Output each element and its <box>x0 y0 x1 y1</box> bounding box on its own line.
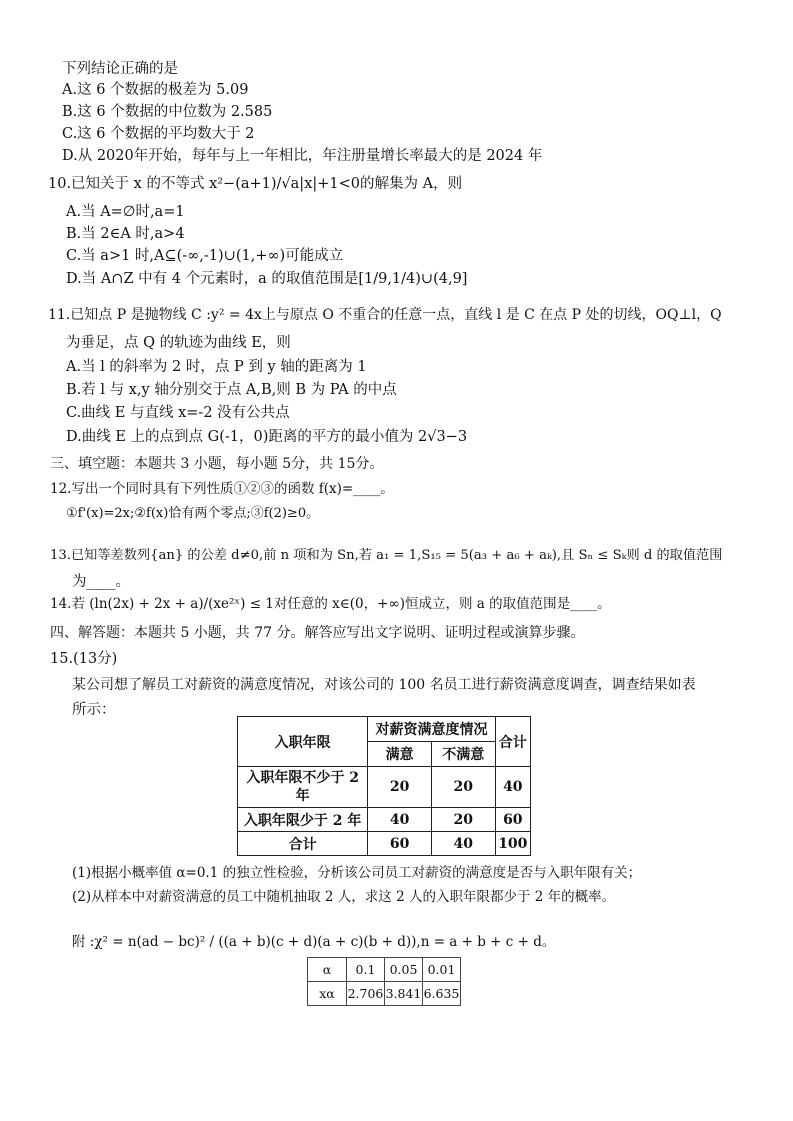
q13-line1: 13.已知等差数列{an} 的公差 d≠0,前 n 项和为 Sn,若 a₁ = 1,S₁₅ = 5(a₃ + a₆ + aₖ),且 Sₙ ≤ Sₖ则 d 的取值范围 <box>50 548 723 563</box>
cell-satisfied: 60 <box>368 832 432 856</box>
th-unsatisfied: 不满意 <box>431 742 495 767</box>
th-satisfaction-group: 对薪资满意度情况 <box>368 717 495 742</box>
th-year: 入职年限 <box>238 717 368 767</box>
cell-total: 100 <box>495 832 530 856</box>
q10-option-c: C.当 a>1 时,A⊆(-∞,-1)∪(1,+∞)可能成立 <box>66 248 344 264</box>
th-satisfied: 满意 <box>368 742 432 767</box>
alpha-value: 0.05 <box>385 958 423 982</box>
q11-option-c: C.曲线 E 与直线 x=-2 没有公共点 <box>66 405 290 421</box>
q15-intro-line2: 所示： <box>72 702 116 718</box>
cell-unsatisfied: 20 <box>431 767 495 808</box>
cell-total: 40 <box>495 767 530 808</box>
q11-option-d: D.曲线 E 上的点到点 G(-1，0)距离的平方的最小值为 2√3−3 <box>66 429 468 445</box>
cell-satisfied: 20 <box>368 767 432 808</box>
q12-line1: 12.写出一个同时具有下列性质①②③的函数 f(x)=____。 <box>50 481 394 497</box>
q13-line2: 为____。 <box>72 574 130 590</box>
q12-line2: ①f'(x)=2x;②f(x)恰有两个零点;③f(2)≥0。 <box>66 506 320 521</box>
alpha-value: 0.1 <box>347 958 385 982</box>
q10-option-b: B.当 2∈A 时,a>4 <box>66 226 185 242</box>
q9-option-d: D.从 2020年开始，每年与上一年相比，年注册量增长率最大的是 2024 年 <box>62 148 543 164</box>
cell-total: 60 <box>495 808 530 832</box>
x-alpha-value: 2.706 <box>347 982 385 1006</box>
th-total: 合计 <box>495 717 530 767</box>
x-alpha-value: 6.635 <box>423 982 461 1006</box>
table-row <box>238 808 531 832</box>
alpha-label: α <box>308 958 347 982</box>
q15-header: 15.(13分) <box>50 651 118 667</box>
q10-option-a: A.当 A=∅时,a=1 <box>66 204 185 220</box>
q9-option-b: B.这 6 个数据的中位数为 2.585 <box>62 104 273 120</box>
row-label: 入职年限不少于 2 年 <box>238 767 368 808</box>
q11-option-a: A.当 l 的斜率为 2 时，点 P 到 y 轴的距离为 1 <box>66 359 367 375</box>
cell-unsatisfied: 20 <box>431 808 495 832</box>
q11-stem-line1: 11.已知点 P 是抛物线 C :y² = 4x上与原点 O 不重合的任意一点，直线 l 是 C 在点 P 处的切线，OQ⊥l，Q <box>48 307 722 323</box>
q9-stem: 下列结论正确的是 <box>62 61 178 77</box>
q14-text: 14.若 (ln(2x) + 2x + a)/(xe²ˣ) ≤ 1对任意的 x∈(0，+∞)恒成立，则 a 的取值范围是____。 <box>50 596 611 612</box>
x-alpha-label: xα <box>308 982 347 1006</box>
q10-stem: 10.已知关于 x 的不等式 x²−(a+1)/√a|x|+1<0的解集为 A，则 <box>48 176 463 192</box>
q11-stem-line2: 为垂足，点 Q 的轨迹为曲线 E，则 <box>66 335 291 351</box>
table-row <box>238 832 531 856</box>
section-3-heading: 三、填空题：本题共 3 小题，每小题 5分，共 15分。 <box>50 456 384 472</box>
cell-satisfied: 40 <box>368 808 432 832</box>
q9-option-a: A.这 6 个数据的极差为 5.09 <box>62 82 249 98</box>
q15-part2: (2)从样本中对薪资满意的员工中随机抽取 2 人，求这 2 人的入职年限都少于 2 年的概率。 <box>72 889 616 905</box>
q11-option-b: B.若 l 与 x,y 轴分别交于点 A,B,则 B 为 PA 的中点 <box>66 382 397 398</box>
cell-unsatisfied: 40 <box>431 832 495 856</box>
row-label: 入职年限少于 2 年 <box>238 808 368 832</box>
q15-appendix-formula: 附 :χ² = n(ad − bc)² / ((a + b)(c + d)(a + c)(b + d)),n = a + b + c + d。 <box>72 934 556 950</box>
q10-option-d: D.当 A∩Z 中有 4 个元素时，a 的取值范围是[1/9,1/4)∪(4,9] <box>66 271 468 287</box>
survey-table <box>237 716 531 856</box>
x-alpha-value: 3.841 <box>385 982 423 1006</box>
section-4-heading: 四、解答题：本题共 5 小题，共 77 分。解答应写出文字说明、证明过程或演算步骤。 <box>50 625 585 641</box>
alpha-value: 0.01 <box>423 958 461 982</box>
q9-option-c: C.这 6 个数据的平均数大于 2 <box>62 126 255 142</box>
q15-part1: (1)根据小概率值 α=0.1 的独立性检验，分析该公司员工对薪资的满意度是否与入职年限有关； <box>72 865 642 881</box>
q15-intro-line1: 某公司想了解员工对薪资的满意度情况，对该公司的 100 名员工进行薪资满意度调查，调查结果如表 <box>72 677 696 693</box>
table-row <box>238 767 531 808</box>
critical-value-table <box>307 957 461 1006</box>
row-label: 合计 <box>238 832 368 856</box>
